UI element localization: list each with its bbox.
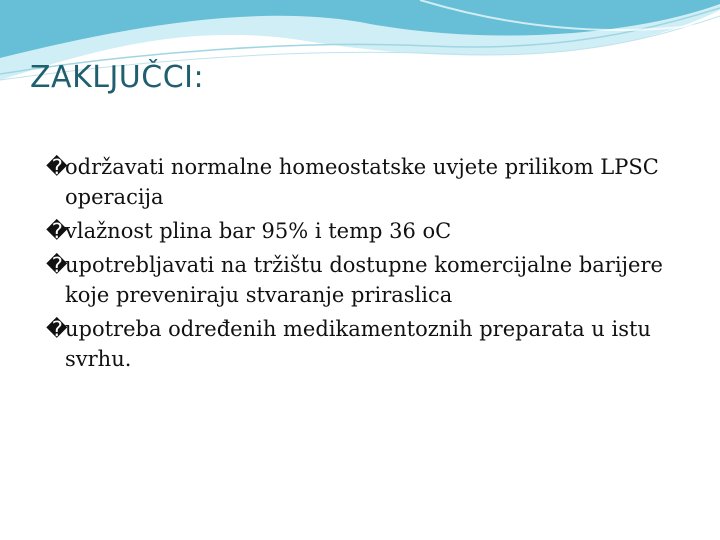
bullet-text: upotrebljavati na tržištu dostupne komercijalne barijere koje preveniraju stvaranje priraslica [65,253,663,307]
slide-title: ZAKLJUČCI: [30,60,205,95]
bullet-item [46,152,706,212]
bullet-item [46,216,706,246]
bullet-marker-icon: � [46,253,68,277]
bullet-item [46,314,706,374]
bullet-marker-icon: � [46,219,68,243]
bullet-list [46,152,706,378]
bullet-marker-icon: � [46,155,68,179]
bullet-text: upotreba određenih medikamentoznih preparata u istu svrhu. [65,317,651,371]
bullet-item [46,250,706,310]
bullet-text: vlažnost plina bar 95% i temp 36 oC [65,219,452,243]
bullet-marker-icon: � [46,317,68,341]
bullet-text: održavati normalne homeostatske uvjete prilikom LPSC operacija [65,155,659,209]
